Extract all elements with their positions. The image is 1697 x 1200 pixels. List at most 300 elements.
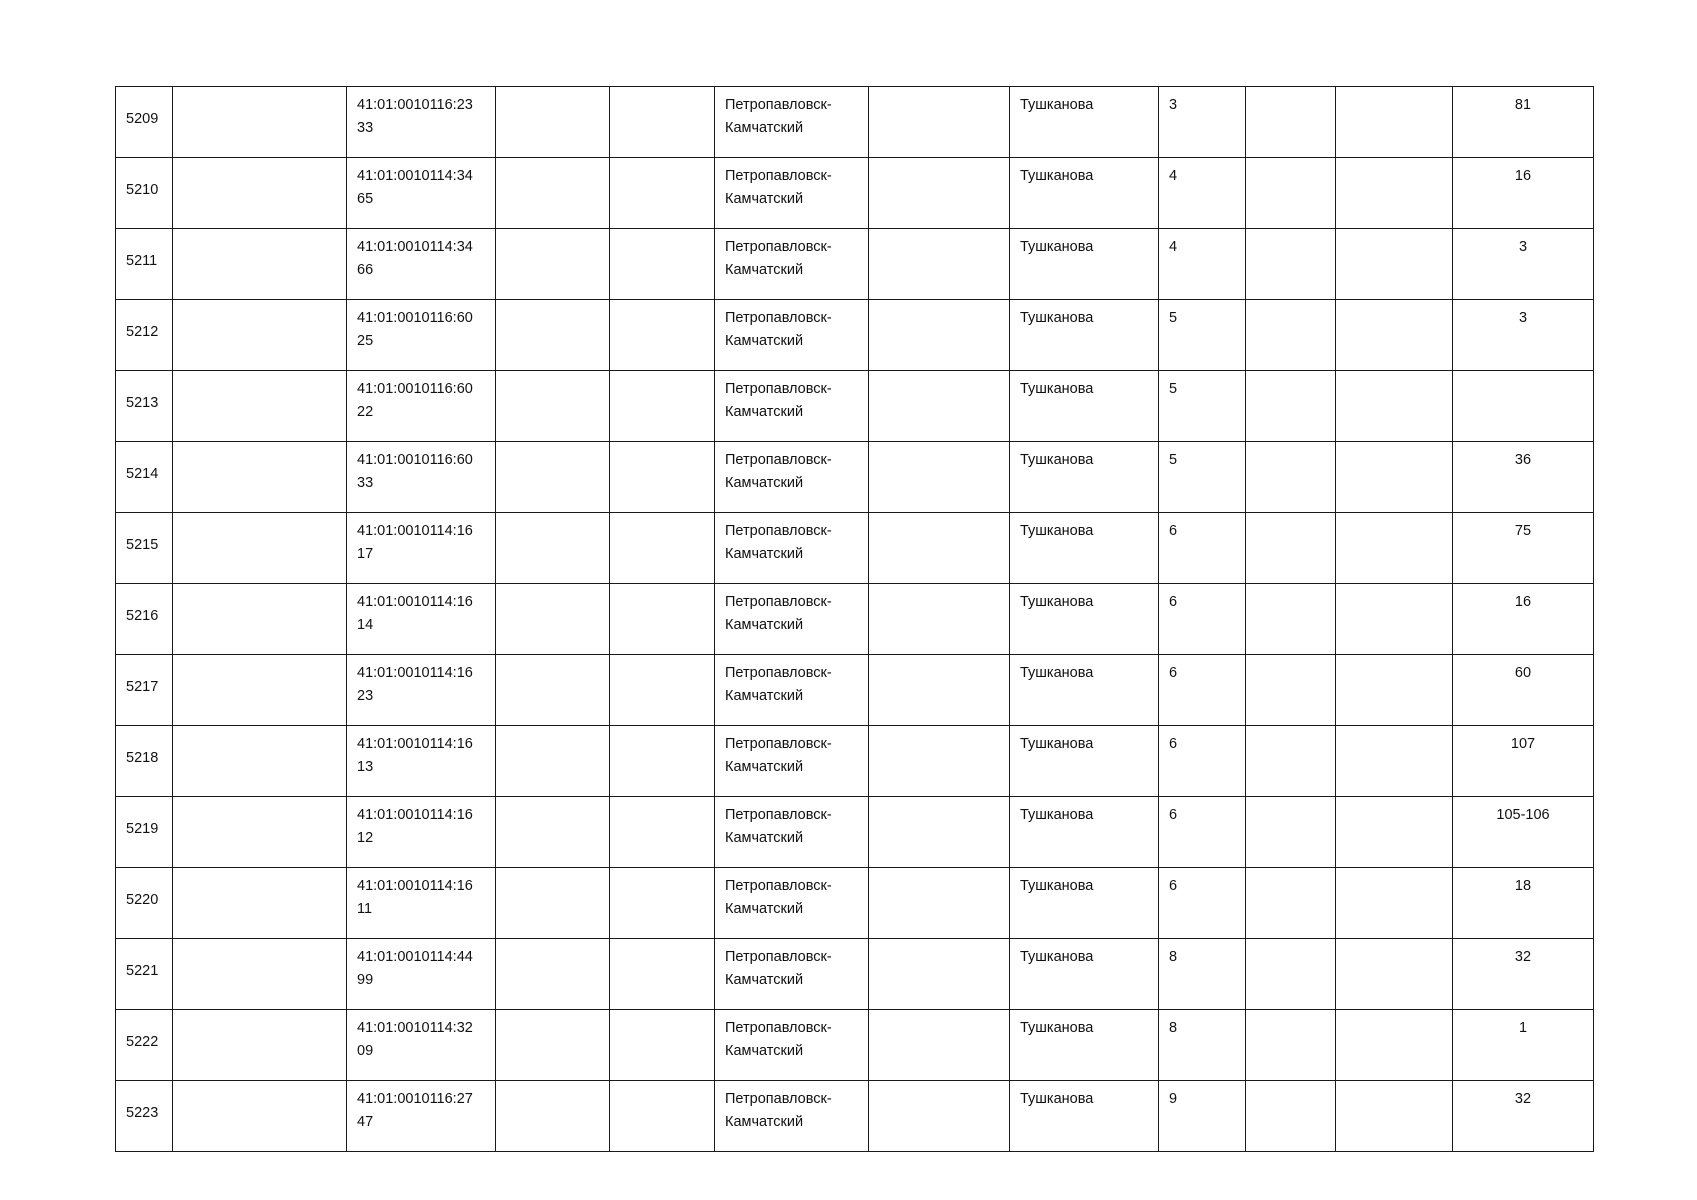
value-text: 75 — [1514, 523, 1532, 539]
empty-cell-g — [869, 655, 1010, 726]
table-row — [116, 442, 1594, 513]
value-cell — [1453, 371, 1594, 442]
empty-cell-e — [610, 655, 715, 726]
cadastral-number-line-2: 33 — [357, 119, 374, 136]
city-line-1: Петропавловск- — [725, 452, 832, 468]
cadastral-number-line-1: 41:01:0010114:34 — [357, 239, 473, 255]
table-row — [116, 158, 1594, 229]
city-line-2: Камчатский — [725, 971, 804, 988]
cadastral-number-cell — [347, 300, 496, 371]
value-text: 81 — [1514, 97, 1532, 113]
cadastral-number-line-1: 41:01:0010114:16 — [357, 736, 473, 752]
city-cell — [715, 726, 869, 797]
house-number-cell — [1159, 1010, 1246, 1081]
city-line-1: Петропавловск- — [725, 523, 832, 539]
cadastral-number-line-1: 41:01:0010116:27 — [357, 1091, 473, 1107]
cadastral-number-line-2: 13 — [357, 758, 374, 775]
cadastral-number-line-1: 41:01:0010114:34 — [357, 168, 473, 184]
value-text: 3 — [1518, 239, 1528, 255]
cadastral-number-line-1: 41:01:0010114:16 — [357, 807, 473, 823]
empty-cell-d — [496, 229, 610, 300]
value-text: 32 — [1514, 1091, 1532, 1107]
city-line-2: Камчатский — [725, 758, 804, 775]
record-number-cell — [116, 87, 173, 158]
cadastral-number-line-2: 65 — [357, 190, 374, 207]
city-line-2: Камчатский — [725, 545, 804, 562]
table-row — [116, 1010, 1594, 1081]
house-number: 5 — [1169, 381, 1178, 397]
cadastral-number-cell — [347, 229, 496, 300]
house-number: 8 — [1169, 1020, 1178, 1036]
record-number-cell — [116, 300, 173, 371]
street-cell — [1010, 868, 1159, 939]
empty-cell-b — [173, 300, 347, 371]
city-line-1: Петропавловск- — [725, 1020, 832, 1036]
cadastral-number-line-1: 41:01:0010116:60 — [357, 310, 473, 326]
empty-cell-d — [496, 655, 610, 726]
empty-cell-g — [869, 1010, 1010, 1081]
house-number: 5 — [1169, 310, 1178, 326]
empty-cell-j — [1246, 513, 1336, 584]
city-cell — [715, 229, 869, 300]
empty-cell-k — [1336, 300, 1453, 371]
house-number-cell — [1159, 513, 1246, 584]
house-number-cell — [1159, 939, 1246, 1010]
empty-cell-b — [173, 1081, 347, 1152]
record-number: 5223 — [126, 1104, 159, 1121]
empty-cell-j — [1246, 371, 1336, 442]
record-number-cell — [116, 797, 173, 868]
house-number-cell — [1159, 300, 1246, 371]
record-number: 5213 — [126, 394, 159, 411]
house-number: 4 — [1169, 239, 1178, 255]
street-cell — [1010, 158, 1159, 229]
city-line-1: Петропавловск- — [725, 239, 832, 255]
table-row — [116, 87, 1594, 158]
house-number-cell — [1159, 158, 1246, 229]
record-number: 5220 — [126, 891, 159, 908]
record-number: 5214 — [126, 465, 159, 482]
registry-table-body — [116, 87, 1594, 1152]
value-cell — [1453, 1081, 1594, 1152]
empty-cell-j — [1246, 868, 1336, 939]
empty-cell-d — [496, 371, 610, 442]
record-number-cell — [116, 158, 173, 229]
cadastral-number-line-1: 41:01:0010114:16 — [357, 523, 473, 539]
empty-cell-e — [610, 1010, 715, 1081]
street-cell — [1010, 939, 1159, 1010]
city-cell — [715, 442, 869, 513]
empty-cell-e — [610, 371, 715, 442]
house-number: 9 — [1169, 1091, 1178, 1107]
house-number-cell — [1159, 87, 1246, 158]
cadastral-number-line-2: 12 — [357, 829, 374, 846]
house-number-cell — [1159, 229, 1246, 300]
empty-cell-b — [173, 726, 347, 797]
street-cell — [1010, 371, 1159, 442]
city-line-2: Камчатский — [725, 687, 804, 704]
city-line-2: Камчатский — [725, 332, 804, 349]
table-row — [116, 584, 1594, 655]
empty-cell-e — [610, 939, 715, 1010]
value-text: 3 — [1518, 310, 1528, 326]
empty-cell-e — [610, 87, 715, 158]
empty-cell-j — [1246, 584, 1336, 655]
empty-cell-g — [869, 229, 1010, 300]
empty-cell-e — [610, 158, 715, 229]
empty-cell-e — [610, 229, 715, 300]
city-line-1: Петропавловск- — [725, 97, 832, 113]
cadastral-number-cell — [347, 939, 496, 1010]
cadastral-number-cell — [347, 158, 496, 229]
city-cell — [715, 584, 869, 655]
table-row — [116, 229, 1594, 300]
value-text: 105-106 — [1496, 807, 1550, 823]
city-cell — [715, 300, 869, 371]
record-number-cell — [116, 584, 173, 655]
street-name: Тушканова — [1020, 168, 1094, 184]
empty-cell-k — [1336, 797, 1453, 868]
empty-cell-b — [173, 371, 347, 442]
street-cell — [1010, 300, 1159, 371]
street-name: Тушканова — [1020, 949, 1094, 965]
empty-cell-d — [496, 868, 610, 939]
house-number: 5 — [1169, 452, 1178, 468]
empty-cell-b — [173, 797, 347, 868]
empty-cell-d — [496, 1081, 610, 1152]
empty-cell-e — [610, 513, 715, 584]
city-line-1: Петропавловск- — [725, 736, 832, 752]
table-row — [116, 300, 1594, 371]
empty-cell-g — [869, 797, 1010, 868]
record-number: 5218 — [126, 749, 159, 766]
city-line-2: Камчатский — [725, 261, 804, 278]
value-text: 107 — [1510, 736, 1536, 752]
empty-cell-b — [173, 939, 347, 1010]
street-cell — [1010, 87, 1159, 158]
table-row — [116, 513, 1594, 584]
empty-cell-d — [496, 584, 610, 655]
empty-cell-e — [610, 1081, 715, 1152]
house-number: 3 — [1169, 97, 1178, 113]
city-cell — [715, 868, 869, 939]
value-text: 32 — [1514, 949, 1532, 965]
empty-cell-d — [496, 300, 610, 371]
record-number: 5215 — [126, 536, 159, 553]
street-cell — [1010, 726, 1159, 797]
street-cell — [1010, 1081, 1159, 1152]
empty-cell-d — [496, 442, 610, 513]
cadastral-number-line-2: 23 — [357, 687, 374, 704]
street-cell — [1010, 655, 1159, 726]
record-number-cell — [116, 868, 173, 939]
street-cell — [1010, 442, 1159, 513]
city-line-2: Камчатский — [725, 1113, 804, 1130]
table-row — [116, 868, 1594, 939]
street-name: Тушканова — [1020, 310, 1094, 326]
street-name: Тушканова — [1020, 878, 1094, 894]
empty-cell-g — [869, 584, 1010, 655]
city-line-2: Камчатский — [725, 190, 804, 207]
record-number: 5211 — [126, 252, 158, 269]
city-cell — [715, 1010, 869, 1081]
empty-cell-e — [610, 584, 715, 655]
record-number: 5216 — [126, 607, 159, 624]
city-cell — [715, 655, 869, 726]
city-line-1: Петропавловск- — [725, 1091, 832, 1107]
empty-cell-j — [1246, 939, 1336, 1010]
empty-cell-g — [869, 371, 1010, 442]
cadastral-number-line-2: 47 — [357, 1113, 374, 1130]
empty-cell-b — [173, 513, 347, 584]
house-number: 6 — [1169, 523, 1178, 539]
cadastral-number-line-2: 11 — [357, 900, 373, 917]
record-number-cell — [116, 655, 173, 726]
empty-cell-g — [869, 1081, 1010, 1152]
table-row — [116, 726, 1594, 797]
cadastral-number-cell — [347, 655, 496, 726]
cadastral-number-line-2: 22 — [357, 403, 374, 420]
house-number-cell — [1159, 655, 1246, 726]
record-number-cell — [116, 442, 173, 513]
city-line-2: Камчатский — [725, 900, 804, 917]
empty-cell-e — [610, 797, 715, 868]
registry-table — [115, 86, 1594, 1152]
value-text: 36 — [1514, 452, 1532, 468]
street-name: Тушканова — [1020, 523, 1094, 539]
cadastral-number-line-1: 41:01:0010114:44 — [357, 949, 473, 965]
street-name: Тушканова — [1020, 665, 1094, 681]
empty-cell-b — [173, 655, 347, 726]
value-cell — [1453, 726, 1594, 797]
empty-cell-d — [496, 1010, 610, 1081]
empty-cell-k — [1336, 442, 1453, 513]
empty-cell-d — [496, 158, 610, 229]
house-number: 6 — [1169, 878, 1178, 894]
house-number: 6 — [1169, 665, 1178, 681]
table-row — [116, 371, 1594, 442]
cadastral-number-cell — [347, 513, 496, 584]
empty-cell-d — [496, 726, 610, 797]
empty-cell-k — [1336, 726, 1453, 797]
street-name: Тушканова — [1020, 452, 1094, 468]
empty-cell-j — [1246, 655, 1336, 726]
cadastral-number-line-2: 09 — [357, 1042, 374, 1059]
street-name: Тушканова — [1020, 97, 1094, 113]
record-number-cell — [116, 513, 173, 584]
city-line-1: Петропавловск- — [725, 381, 832, 397]
value-cell — [1453, 939, 1594, 1010]
empty-cell-g — [869, 868, 1010, 939]
value-text: 18 — [1514, 878, 1532, 894]
empty-cell-g — [869, 300, 1010, 371]
street-name: Тушканова — [1020, 594, 1094, 610]
street-cell — [1010, 513, 1159, 584]
value-text: 1 — [1518, 1020, 1528, 1036]
empty-cell-b — [173, 868, 347, 939]
city-line-1: Петропавловск- — [725, 949, 832, 965]
cadastral-number-line-1: 41:01:0010114:32 — [357, 1020, 473, 1036]
city-line-1: Петропавловск- — [725, 665, 832, 681]
value-cell — [1453, 87, 1594, 158]
record-number: 5221 — [126, 962, 159, 979]
table-row — [116, 939, 1594, 1010]
empty-cell-j — [1246, 229, 1336, 300]
record-number-cell — [116, 371, 173, 442]
empty-cell-g — [869, 939, 1010, 1010]
empty-cell-d — [496, 513, 610, 584]
empty-cell-b — [173, 1010, 347, 1081]
value-cell — [1453, 513, 1594, 584]
cadastral-number-line-2: 99 — [357, 971, 374, 988]
empty-cell-g — [869, 513, 1010, 584]
street-name: Тушканова — [1020, 381, 1094, 397]
value-text: 16 — [1514, 168, 1532, 184]
house-number-cell — [1159, 797, 1246, 868]
street-cell — [1010, 797, 1159, 868]
cadastral-number-line-1: 41:01:0010116:60 — [357, 452, 473, 468]
city-line-1: Петропавловск- — [725, 310, 832, 326]
city-line-2: Камчатский — [725, 119, 804, 136]
value-cell — [1453, 797, 1594, 868]
empty-cell-e — [610, 442, 715, 513]
house-number: 6 — [1169, 594, 1178, 610]
cadastral-number-line-1: 41:01:0010116:60 — [357, 381, 473, 397]
empty-cell-k — [1336, 584, 1453, 655]
city-cell — [715, 371, 869, 442]
empty-cell-d — [496, 939, 610, 1010]
empty-cell-b — [173, 87, 347, 158]
table-row — [116, 797, 1594, 868]
empty-cell-j — [1246, 1010, 1336, 1081]
street-name: Тушканова — [1020, 1020, 1094, 1036]
house-number-cell — [1159, 584, 1246, 655]
city-line-1: Петропавловск- — [725, 878, 832, 894]
value-cell — [1453, 300, 1594, 371]
value-cell — [1453, 868, 1594, 939]
empty-cell-j — [1246, 87, 1336, 158]
cadastral-number-cell — [347, 726, 496, 797]
empty-cell-b — [173, 584, 347, 655]
empty-cell-g — [869, 442, 1010, 513]
table-row — [116, 655, 1594, 726]
record-number-cell — [116, 1010, 173, 1081]
cadastral-number-cell — [347, 1010, 496, 1081]
street-name: Тушканова — [1020, 807, 1094, 823]
empty-cell-j — [1246, 300, 1336, 371]
house-number-cell — [1159, 726, 1246, 797]
empty-cell-b — [173, 229, 347, 300]
cadastral-number-line-2: 14 — [357, 616, 374, 633]
empty-cell-d — [496, 87, 610, 158]
cadastral-number-cell — [347, 868, 496, 939]
house-number: 6 — [1169, 807, 1178, 823]
empty-cell-j — [1246, 442, 1336, 513]
record-number-cell — [116, 229, 173, 300]
house-number-cell — [1159, 1081, 1246, 1152]
empty-cell-d — [496, 797, 610, 868]
street-name: Тушканова — [1020, 736, 1094, 752]
empty-cell-e — [610, 300, 715, 371]
record-number: 5217 — [126, 678, 159, 695]
empty-cell-k — [1336, 655, 1453, 726]
city-cell — [715, 158, 869, 229]
record-number-cell — [116, 726, 173, 797]
value-cell — [1453, 229, 1594, 300]
empty-cell-j — [1246, 158, 1336, 229]
city-line-1: Петропавловск- — [725, 168, 832, 184]
street-name: Тушканова — [1020, 239, 1094, 255]
cadastral-number-line-2: 25 — [357, 332, 374, 349]
empty-cell-j — [1246, 797, 1336, 868]
value-cell — [1453, 655, 1594, 726]
empty-cell-k — [1336, 868, 1453, 939]
city-line-1: Петропавловск- — [725, 594, 832, 610]
city-cell — [715, 797, 869, 868]
empty-cell-g — [869, 726, 1010, 797]
house-number-cell — [1159, 868, 1246, 939]
empty-cell-k — [1336, 1010, 1453, 1081]
city-line-2: Камчатский — [725, 616, 804, 633]
cadastral-number-line-2: 17 — [357, 545, 374, 562]
value-text: 60 — [1514, 665, 1532, 681]
house-number: 8 — [1169, 949, 1178, 965]
empty-cell-g — [869, 87, 1010, 158]
house-number: 6 — [1169, 736, 1178, 752]
record-number: 5219 — [126, 820, 159, 837]
empty-cell-j — [1246, 726, 1336, 797]
street-cell — [1010, 1010, 1159, 1081]
table-row — [116, 1081, 1594, 1152]
cadastral-number-cell — [347, 584, 496, 655]
record-number-cell — [116, 1081, 173, 1152]
street-cell — [1010, 229, 1159, 300]
city-cell — [715, 87, 869, 158]
value-cell — [1453, 442, 1594, 513]
cadastral-number-line-2: 33 — [357, 474, 374, 491]
cadastral-number-line-1: 41:01:0010116:23 — [357, 97, 473, 113]
cadastral-number-cell — [347, 797, 496, 868]
record-number: 5222 — [126, 1033, 159, 1050]
empty-cell-k — [1336, 1081, 1453, 1152]
empty-cell-g — [869, 158, 1010, 229]
record-number: 5210 — [126, 181, 159, 198]
empty-cell-k — [1336, 939, 1453, 1010]
value-cell — [1453, 158, 1594, 229]
empty-cell-k — [1336, 229, 1453, 300]
cadastral-number-cell — [347, 442, 496, 513]
cadastral-number-line-1: 41:01:0010114:16 — [357, 665, 473, 681]
city-line-2: Камчатский — [725, 829, 804, 846]
cadastral-number-line-2: 66 — [357, 261, 374, 278]
empty-cell-e — [610, 868, 715, 939]
city-cell — [715, 513, 869, 584]
value-cell — [1453, 1010, 1594, 1081]
empty-cell-e — [610, 726, 715, 797]
city-line-1: Петропавловск- — [725, 807, 832, 823]
cadastral-number-cell — [347, 1081, 496, 1152]
empty-cell-k — [1336, 513, 1453, 584]
city-cell — [715, 1081, 869, 1152]
empty-cell-j — [1246, 1081, 1336, 1152]
record-number: 5209 — [126, 110, 159, 127]
house-number-cell — [1159, 442, 1246, 513]
record-number: 5212 — [126, 323, 159, 340]
house-number: 4 — [1169, 168, 1178, 184]
cadastral-number-cell — [347, 371, 496, 442]
city-line-2: Камчатский — [725, 474, 804, 491]
value-cell — [1453, 584, 1594, 655]
